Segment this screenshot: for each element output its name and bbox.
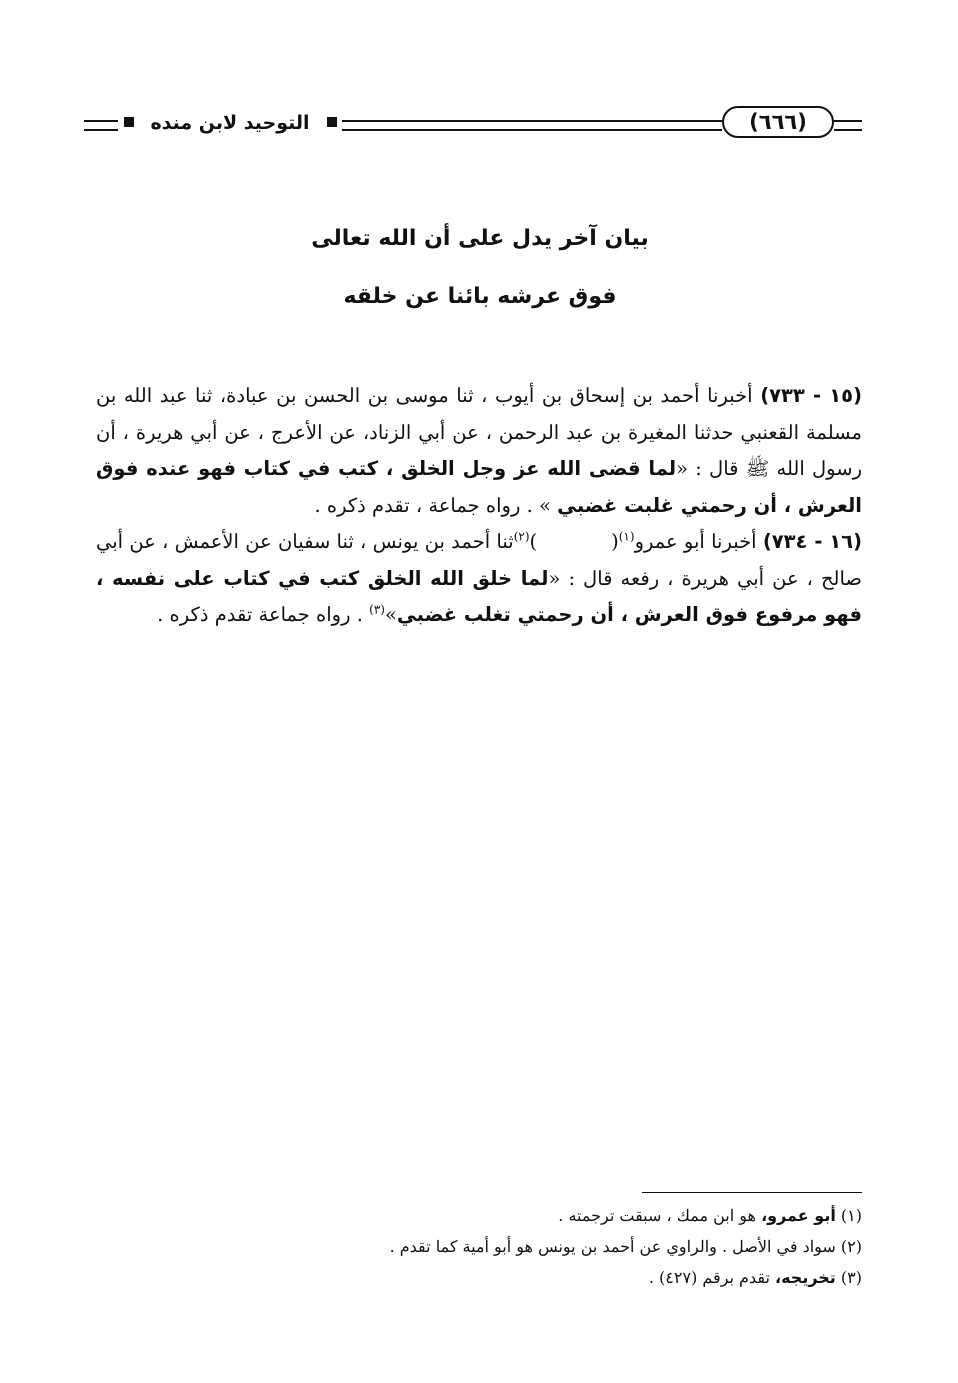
header-rule-middle [342,120,722,131]
footnote-text: هو ابن ممك ، سبقت ترجمته . [558,1206,762,1225]
chapter-heading-line-1: بيان آخر يدل على أن الله تعالى [311,226,649,251]
footnote-marker: (١) [840,1206,862,1225]
hadith-text: لما خلق الله الخلق كتب في كتاب على نفسه ، فهو مرفوع فوق العرش ، أن رحمتي تغلب غضبي [96,566,862,626]
footnotes [96,1200,862,1293]
footnote-3 [96,1262,862,1293]
footnote-ref-2: (٢) [513,529,530,544]
chapter-heading-line-2: فوق عرشه بائنا عن خلقه [343,284,617,309]
entry-closing-text: » . رواه جماعة ، تقدم ذكره . [314,493,558,517]
hadith-text: لما قضى الله عز وجل الخلق ، كتب في كتاب فهو عنده فوق العرش ، أن رحمتي غلبت غضبي [96,457,862,517]
footnote-1 [96,1200,862,1231]
footnote-ref-1: (١) [618,529,635,544]
hadith-entry-734 [96,524,862,634]
running-header [84,106,862,146]
page-number: (٦٦٦) [722,106,834,138]
bracket-open: ( [611,530,619,553]
header-rule-right [834,120,862,131]
isnad-text: أخبرنا أبو عمرو [634,530,763,553]
quote-close: » [384,603,397,626]
header-square-right [327,117,337,127]
entry-closing-text: . رواه جماعة تقدم ذكره . [157,603,370,626]
body-text [96,378,862,634]
footnote-ref-3: (٣) [369,602,385,617]
footnote-text: سواد في الأصل . والراوي عن أحمد بن يونس هو أبو أمية كما تقدم . [389,1237,841,1256]
entry-number: (١٦ - ٧٣٤) [762,530,862,553]
hadith-entry-733 [96,378,862,524]
entry-number: (١٥ - ٧٣٣) [760,384,862,407]
footnote-bold: تخريجه، [775,1268,836,1287]
footnote-text: تقدم برقم (٤٢٧) . [648,1268,775,1287]
isnad-text: أخبرنا أحمد بن إسحاق بن أيوب ، ثنا موسى بن الحسن بن عبادة، ثنا عبد الله بن مسلمة القعنبي حدثنا المغيرة بن عبد الرحمن ، عن أبي الزناد، عن الأعرج ، عن أبي هريرة ، أن رسول الله ﷺ قال : « [96,384,862,480]
footnote-bold: أبو عمرو، [761,1206,836,1225]
footnote-marker: (٢) [840,1237,862,1256]
header-rule-left [84,120,118,131]
header-square-left [124,117,134,127]
footnote-marker: (٣) [840,1268,862,1287]
bracket-close: ) [529,530,538,553]
footnote-separator [642,1192,862,1193]
running-title: التوحيد لابن منده [150,112,310,134]
isnad-text-continued: ثنا أحمد بن يونس ، ثنا سفيان عن الأعمش ، عن أبي صالح ، عن أبي هريرة ، رفعه قال : « [96,530,862,590]
footnote-2 [96,1231,862,1262]
